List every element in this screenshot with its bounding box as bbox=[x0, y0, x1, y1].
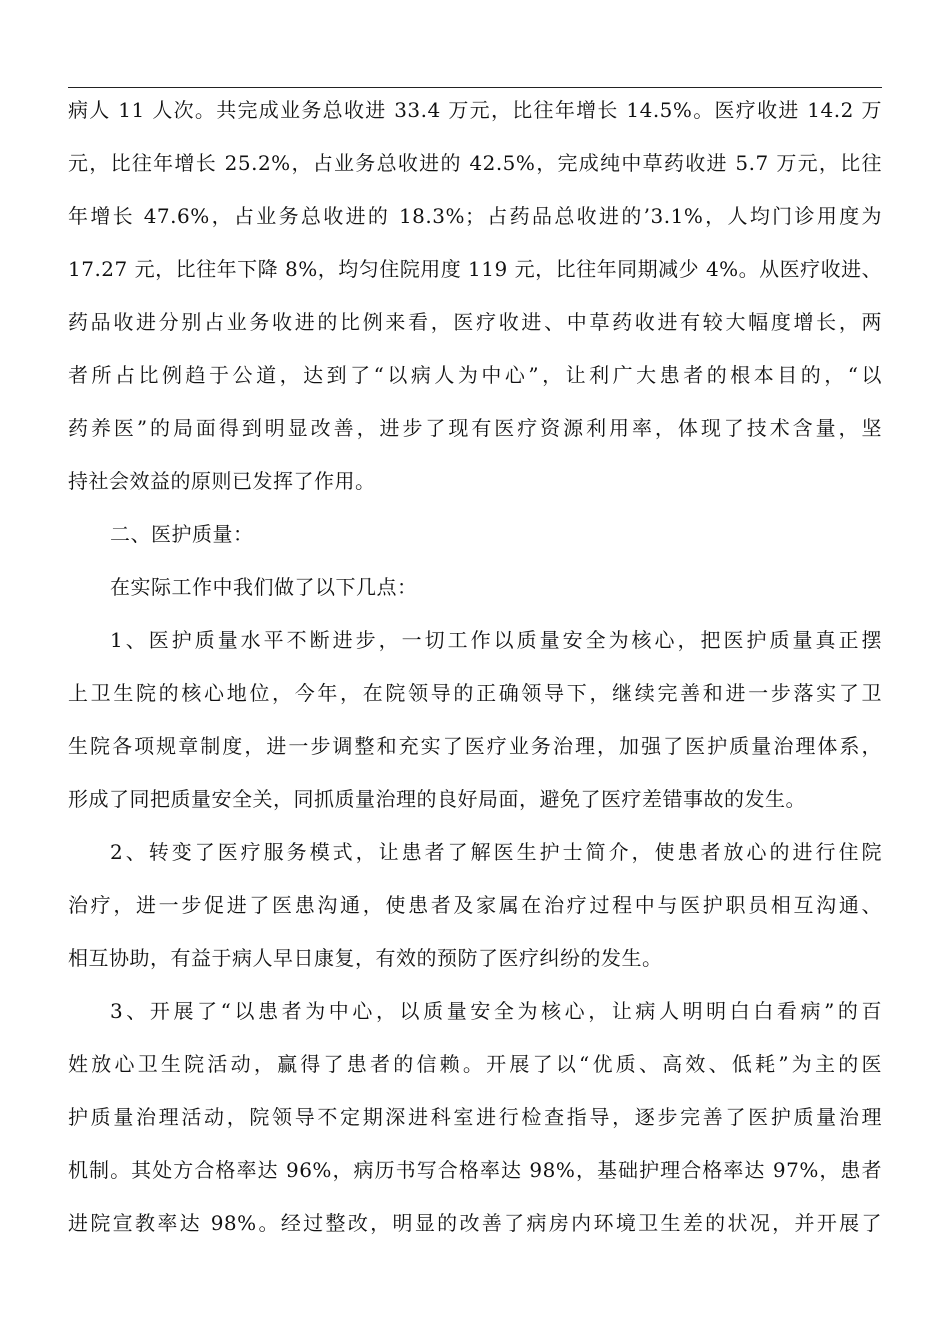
text-line: 姓放心卫生院活动，赢得了患者的信赖。开展了以“优质、高效、低耗”为主的医 bbox=[68, 1052, 882, 1076]
text-line: 药养医”的局面得到明显改善，进步了现有医疗资源利用率，体现了技术含量，坚 bbox=[68, 416, 882, 440]
text-line: 年增长 47.6%，占业务总收进的 18.3%；占药品总收进的’3.1%，人均门诊用度为 bbox=[68, 204, 882, 228]
document-body bbox=[68, 84, 882, 1250]
text-line: 病人 11 人次。共完成业务总收进 33.4 万元，比往年增长 14.5%。医疗收进 14.2 万 bbox=[68, 98, 882, 122]
text-line: 在实际工作中我们做了以下几点： bbox=[110, 575, 418, 599]
text-line: 持社会效益的原则已发挥了作用。 bbox=[68, 469, 376, 493]
text-line: 治疗，进一步促进了医患沟通，使患者及家属在治疗过程中与医护职员相互沟通、 bbox=[68, 893, 882, 917]
section-heading: 二、医护质量： bbox=[110, 522, 254, 546]
text-line: 药品收进分别占业务收进的比例来看，医疗收进、中草药收进有较大幅度增长，两 bbox=[68, 310, 882, 334]
text-line: 17.27 元，比往年下降 8%，均匀住院用度 119 元，比往年同期减少 4%。从医疗收进、 bbox=[68, 257, 883, 281]
text-line: 上卫生院的核心地位，今年，在院领导的正确领导下，继续完善和进一步落实了卫 bbox=[68, 681, 882, 705]
text-line: 形成了同把质量安全关，同抓质量治理的良好局面，避免了医疗差错事故的发生。 bbox=[68, 787, 806, 811]
text-line: 进院宣教率达 98%。经过整改，明显的改善了病房内环境卫生差的状况，并开展了 bbox=[68, 1211, 882, 1235]
text-line: 护质量治理活动，院领导不定期深进科室进行检查指导，逐步完善了医护质量治理 bbox=[68, 1105, 882, 1129]
text-line: 3、开展了“以患者为中心，以质量安全为核心，让病人明明白白看病”的百 bbox=[110, 999, 882, 1023]
text-line: 元，比往年增长 25.2%，占业务总收进的 42.5%，完成纯中草药收进 5.7 万元，比往 bbox=[68, 151, 882, 175]
text-line: 生院各项规章制度，进一步调整和充实了医疗业务治理，加强了医护质量治理体系， bbox=[68, 734, 882, 758]
text-line: 2、转变了医疗服务模式，让患者了解医生护士简介，使患者放心的进行住院 bbox=[110, 840, 882, 864]
text-line: 1、医护质量水平不断进步，一切工作以质量安全为核心，把医护质量真正摆 bbox=[110, 628, 882, 652]
text-line: 相互协助，有益于病人早日康复，有效的预防了医疗纠纷的发生。 bbox=[68, 946, 663, 970]
text-line: 机制。其处方合格率达 96%，病历书写合格率达 98%，基础护理合格率达 97%，患者 bbox=[68, 1158, 882, 1182]
text-line: 者所占比例趋于公道，达到了“以病人为中心”，让利广大患者的根本目的，“以 bbox=[68, 363, 882, 387]
